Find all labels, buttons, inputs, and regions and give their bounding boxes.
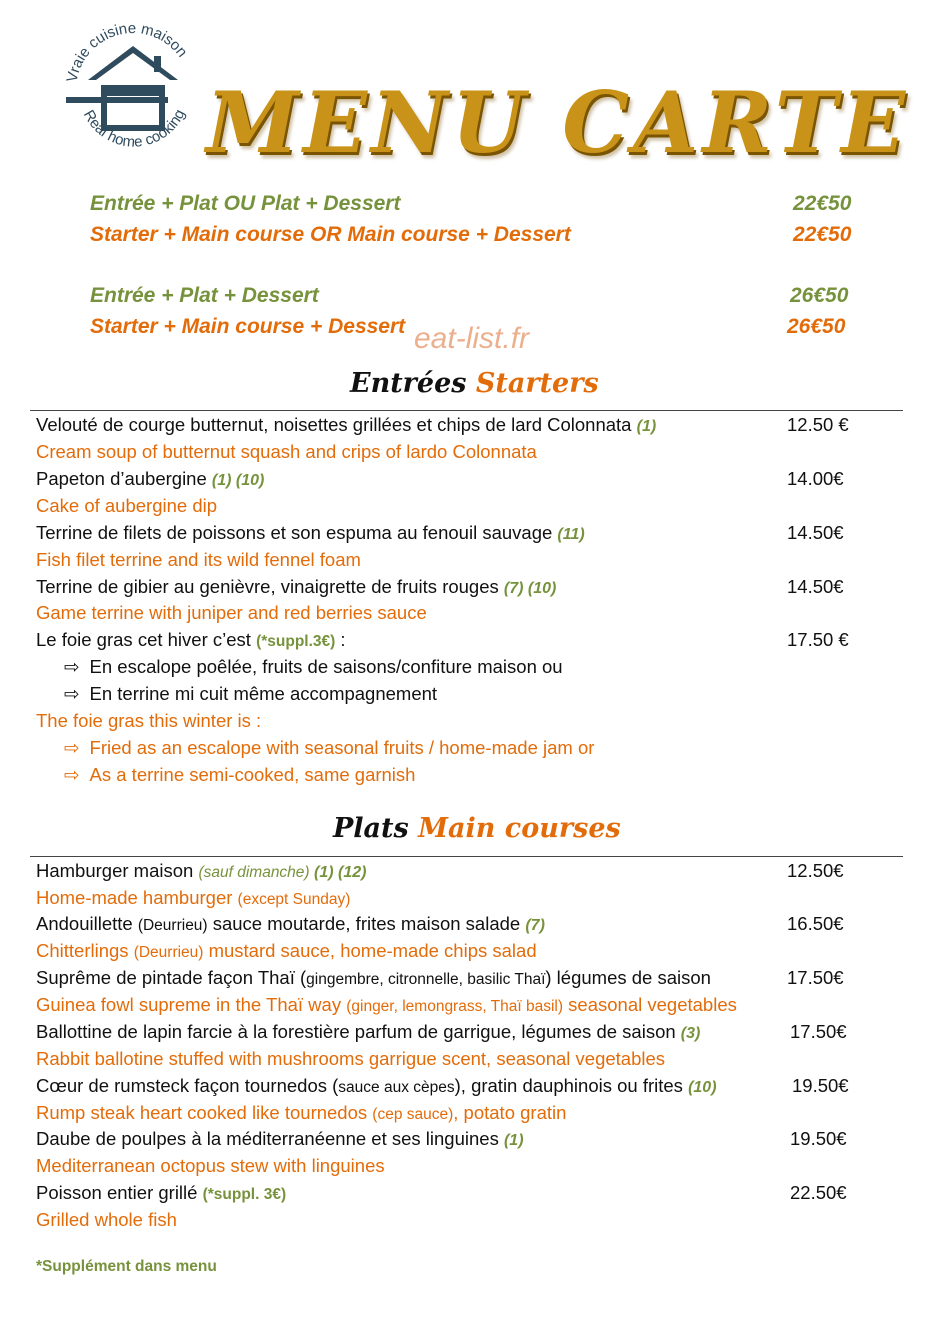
arrow-right-icon: ⇨: [64, 737, 80, 758]
page-title: MENU CARTE: [206, 73, 910, 172]
foie-gras-en: The foie gras this winter is :: [36, 710, 262, 731]
formula-2-fr-price: 26€50: [790, 284, 849, 307]
section-divider: [30, 856, 903, 857]
foie-gras-fr: Le foie gras cet hiver c’est (*suppl.3€) :: [36, 629, 346, 650]
starters-heading-fr: Entrées: [350, 368, 467, 399]
foie-gras-price: 17.50 €: [787, 629, 849, 650]
starter-2-en: Cake of aubergine dip: [36, 495, 218, 516]
formula-1-en-price: 22€50: [793, 223, 852, 246]
formula-2-fr: Entrée + Plat + Dessert: [90, 284, 319, 307]
main-4-en: Rabbit ballotine stuffed with mushrooms garrigue scent, seasonal vegetables: [36, 1048, 666, 1069]
watermark: eat-list.fr: [414, 322, 530, 355]
starter-2-price: 14.00€: [787, 468, 844, 489]
formula-2-en-price: 26€50: [787, 315, 846, 338]
main-5-fr: Cœur de rumsteck façon tournedos (sauce aux cèpes), gratin dauphinois ou frites (10): [36, 1075, 717, 1096]
formula-1-fr-price: 22€50: [793, 192, 852, 215]
main-2-fr: Andouillette (Deurrieu) sauce moutarde, frites maison salade (7): [36, 913, 545, 934]
foie-gras-en-option-1: ⇨ Fried as an escalope with seasonal fruits / home-made jam or: [64, 737, 595, 758]
starter-4-price: 14.50€: [787, 576, 844, 597]
main-6-en: Mediterranean octopus stew with linguines: [36, 1155, 385, 1176]
mains-heading-fr: Plats: [333, 813, 409, 844]
logo: [58, 20, 208, 165]
main-7-en: Grilled whole fish: [36, 1209, 177, 1230]
main-1-price: 12.50€: [787, 860, 844, 881]
main-4-price: 17.50€: [790, 1021, 847, 1042]
starter-1-en: Cream soup of butternut squash and crips of lardo Colonnata: [36, 441, 537, 462]
main-2-price: 16.50€: [787, 913, 844, 934]
foie-gras-en-option-2: ⇨ As a terrine semi-cooked, same garnish: [64, 764, 416, 785]
starter-4-en: Game terrine with juniper and red berries sauce: [36, 602, 427, 623]
foie-gras-fr-option-2: ⇨ En terrine mi cuit même accompagnement: [64, 683, 438, 704]
starter-3-fr: Terrine de filets de poissons et son espuma au fenouil sauvage (11): [36, 522, 585, 543]
formula-2-en: Starter + Main course + Dessert: [90, 315, 406, 338]
main-4-fr: Ballottine de lapin farcie à la forestière parfum de garrigue, légumes de saison (3): [36, 1021, 701, 1042]
mains-heading-en: Main courses: [418, 813, 621, 844]
section-divider: [30, 410, 903, 411]
starter-3-en: Fish filet terrine and its wild fennel foam: [36, 549, 361, 570]
main-7-price: 22.50€: [790, 1182, 847, 1203]
arrow-right-icon: ⇨: [64, 656, 80, 677]
starter-2-fr: Papeton d’aubergine (1) (10): [36, 468, 265, 489]
main-5-en: Rump steak heart cooked like tournedos (cep sauce), potato gratin: [36, 1102, 567, 1123]
starter-3-price: 14.50€: [787, 522, 844, 543]
main-5-price: 19.50€: [792, 1075, 849, 1096]
mains-heading: [333, 813, 621, 844]
formula-1-en: Starter + Main course OR Main course + Dessert: [90, 223, 571, 246]
formula-1-fr: Entrée + Plat OU Plat + Dessert: [90, 192, 401, 215]
starters-heading-en: Starters: [475, 368, 599, 399]
main-3-fr: Suprême de pintade façon Thaï (gingembre, citronnelle, basilic Thaï) légumes de saison: [36, 967, 711, 988]
starter-4-fr: Terrine de gibier au genièvre, vinaigrette de fruits rouges (7) (10): [36, 576, 557, 597]
main-6-price: 19.50€: [790, 1128, 847, 1149]
house-logo-icon: [58, 20, 208, 165]
main-1-en: Home-made hamburger (except Sunday): [36, 887, 351, 908]
svg-text:Vraie cuisine maison: Vraie cuisine maison: [63, 20, 191, 84]
main-6-fr: Daube de poulpes à la méditerranéenne et ses linguines (1): [36, 1128, 524, 1149]
main-7-fr: Poisson entier grillé (*suppl. 3€): [36, 1182, 287, 1203]
svg-text:Real home cooking: Real home cooking: [79, 106, 189, 151]
starters-heading: [350, 368, 599, 399]
main-3-price: 17.50€: [787, 967, 844, 988]
starter-1-fr: Velouté de courge butternut, noisettes grillées et chips de lard Colonnata (1): [36, 414, 657, 435]
main-3-en: Guinea fowl supreme in the Thaï way (ginger, lemongrass, Thaï basil) seasonal vegetables: [36, 994, 737, 1015]
footnote: *Supplément dans menu: [36, 1258, 217, 1275]
foie-gras-fr-option-1: ⇨ En escalope poêlée, fruits de saisons/confiture maison ou: [64, 656, 563, 677]
main-1-fr: Hamburger maison (sauf dimanche) (1) (12): [36, 860, 367, 881]
starter-1-price: 12.50 €: [787, 414, 849, 435]
arrow-right-icon: ⇨: [64, 683, 80, 704]
arrow-right-icon: ⇨: [64, 764, 80, 785]
main-2-en: Chitterlings (Deurrieu) mustard sauce, home-made chips salad: [36, 940, 537, 961]
